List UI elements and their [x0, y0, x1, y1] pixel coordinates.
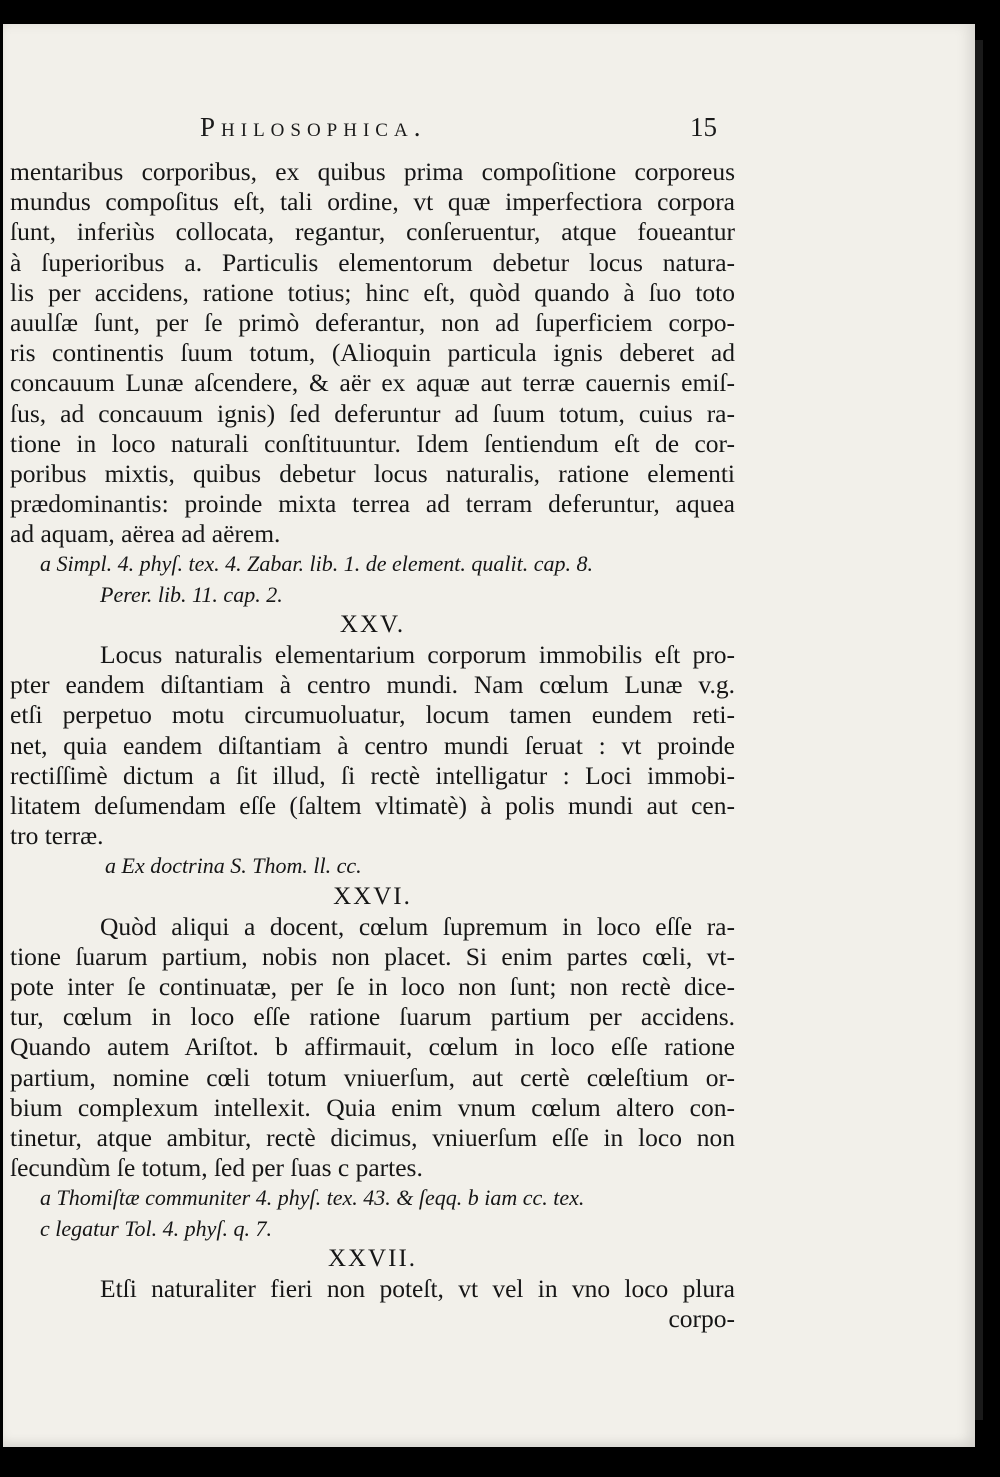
footnote-line: Perer. lib. 11. cap. 2. — [100, 581, 283, 607]
text-line: à ſuperioribus a. Particulis elementorum debetur locus natura- — [10, 247, 735, 277]
text-line: ſunt, inferiùs collocata, regantur, conſeruentur, atque foueantur — [10, 217, 735, 247]
footnote-line: c legatur Tol. 4. phyſ. q. 7. — [40, 1215, 273, 1241]
text-line: tinetur, atque ambitur, rectè dicimus, vniuerſum eſſe in loco non — [10, 1123, 735, 1152]
text-line: mundus compoſitus eſt, tali ordine, vt quæ imperfectiora corpora — [10, 187, 735, 217]
text-line: bium complexum intellexit. Quia enim vnum cœlum altero con- — [10, 1092, 735, 1122]
text-line: poribus mixtis, quibus debetur locus naturalis, ratione elementi — [10, 458, 735, 488]
text-line: net, quia eandem diſtantiam à centro mundi ſeruat : vt proinde — [10, 730, 735, 760]
text-line: rectiſſimè dictum a ſit illud, ſi rectè intelligatur : Loci immobi- — [10, 760, 735, 790]
text-line: tur, cœlum in loco eſſe ratione ſuarum partium per accidens. — [10, 1002, 735, 1032]
text-line: etſi perpetuo motu circumuoluatur, locum tamen eundem reti- — [10, 700, 735, 730]
page-number: 15 — [690, 112, 717, 142]
text-line: lis per accidens, ratione totius; hinc eſt, quòd quando à ſuo toto — [10, 277, 735, 307]
footnote-line: a Thomiſtæ communiter 4. phyſ. tex. 43. & ſeqq. b iam cc. tex. — [40, 1185, 585, 1211]
text-line: ad aquam, aërea ad aërem. — [10, 519, 281, 549]
text-line: tione in loco naturali conſtituuntur. Idem ſentiendum eſt de cor- — [10, 428, 735, 458]
footnote-line: a Ex doctrina S. Thom. ll. cc. — [105, 853, 362, 879]
running-head-title: Philosophica. — [200, 112, 427, 142]
section-heading: XXVII. — [327, 1244, 418, 1272]
text-line: tro terræ. — [10, 821, 104, 851]
text-line: Etſi naturaliter fieri non poteſt, vt vel in vno loco plura — [100, 1273, 735, 1303]
page-body — [10, 157, 735, 1334]
text-line: prædominantis: proinde mixta terrea ad terram deferuntur, aquea — [10, 489, 735, 519]
page-edge-shadow — [975, 40, 983, 1420]
text-line: pote inter ſe continuatæ, per ſe in loco non ſunt; non rectè dice- — [10, 972, 735, 1002]
catchword: corpo- — [668, 1304, 735, 1334]
running-head — [0, 112, 1000, 152]
text-line: mentaribus corporibus, ex quibus prima compoſitione corporeus — [10, 157, 735, 186]
text-line: pter eandem diſtantiam à centro mundi. Nam cœlum Lunæ v.g. — [10, 670, 735, 700]
footnote-line: a Simpl. 4. phyſ. tex. 4. Zabar. lib. 1. de element. qualit. cap. 8. — [40, 551, 593, 577]
text-line: auulſæ ſunt, per ſe primò deferantur, non ad ſuperficiem corpo- — [10, 307, 735, 337]
section-heading: XXVI. — [333, 882, 412, 910]
section-heading: XXV. — [339, 610, 406, 638]
text-line: litatem deſumendam eſſe (ſaltem vltimatè) à polis mundi aut cen- — [10, 790, 735, 820]
text-line: concauum Lunæ aſcendere, & aër ex aquæ aut terræ cauernis emiſ- — [10, 368, 735, 398]
text-line: ſus, ad concauum ignis) ſed deferuntur ad ſuum totum, cuius ra- — [10, 398, 735, 428]
text-line: tione ſuarum partium, nobis non placet. Si enim partes cœli, vt- — [10, 941, 735, 971]
text-line: Quòd aliqui a docent, cœlum ſupremum in loco eſſe ra- — [100, 911, 735, 941]
text-line: ris continentis ſuum totum, (Alioquin particula ignis deberet ad — [10, 338, 735, 368]
text-line: Locus naturalis elementarium corporum immobilis eſt pro- — [100, 640, 735, 669]
text-line: Quando autem Ariſtot. b affirmauit, cœlum in loco eſſe ratione — [10, 1032, 735, 1062]
text-line: ſecundùm ſe totum, ſed per ſuas c partes. — [10, 1153, 423, 1183]
text-line: partium, nomine cœli totum vniuerſum, aut certè cœleſtium or- — [10, 1062, 735, 1092]
